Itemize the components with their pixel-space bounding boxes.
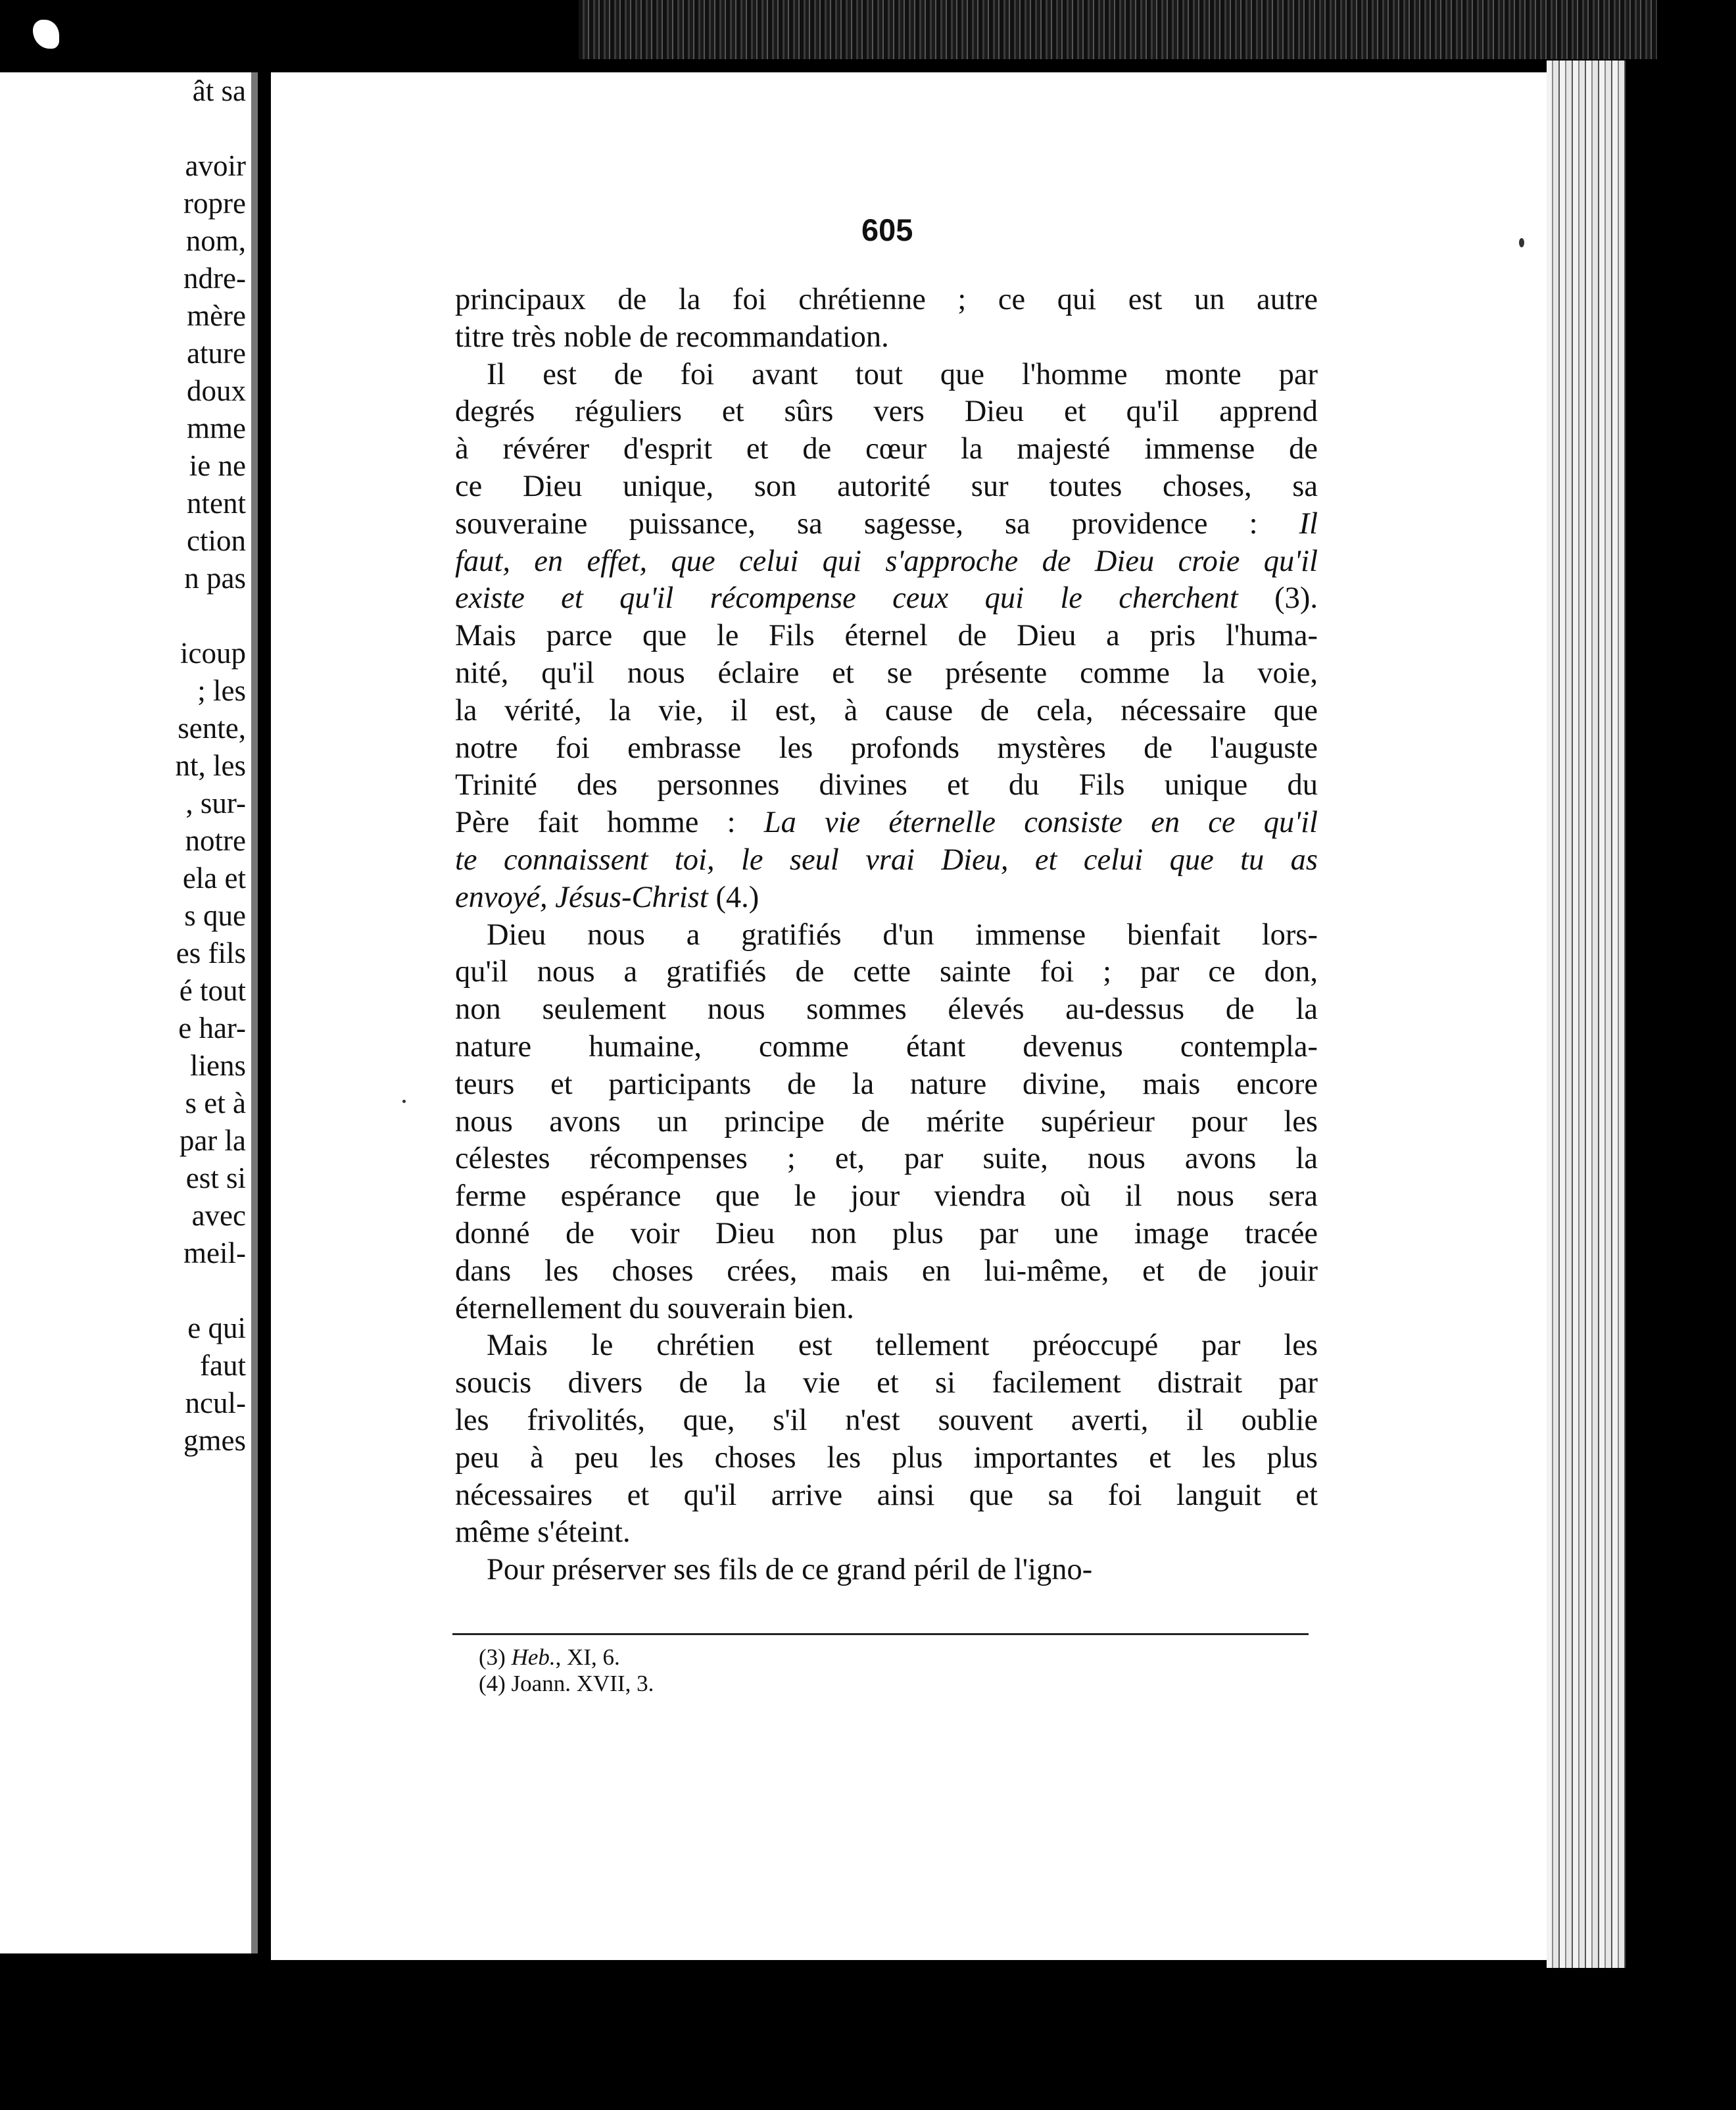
left-page-line: [176, 110, 247, 147]
left-page-line: mère: [187, 299, 246, 332]
left-page-line: s et à: [185, 1087, 246, 1119]
text-run: (4) Joann. XVII, 3.: [479, 1671, 654, 1696]
text-line: [455, 1552, 1318, 1589]
text-run: Il est de foi avant tout que l'homme monte par: [487, 357, 1318, 391]
text-line: [455, 842, 1318, 879]
text-run: Mais parce que le Fils éternel de Dieu a pris l'huma-: [455, 619, 1318, 653]
italic-text: La vie éternelle consiste en ce qu'il: [763, 806, 1318, 840]
left-page-line: , sur-: [185, 787, 246, 820]
left-page-line: e har-: [178, 1012, 246, 1044]
text-line: [455, 580, 1318, 618]
left-page-line: sente,: [178, 712, 246, 745]
text-run: à révérer d'esprit et de cœur la majesté immense de: [455, 432, 1318, 466]
italic-text: envoyé, Jésus-Christ: [455, 880, 708, 914]
text-run: Père fait homme :: [455, 806, 764, 840]
left-page-line: es fils: [176, 937, 246, 969]
paper-scrap: [33, 20, 59, 49]
text-run: non seulement nous sommes élevés au-dessus de la: [455, 993, 1318, 1027]
text-run: ferme espérance que le jour viendra où il nous sera: [455, 1179, 1318, 1214]
text-run: (4.): [708, 880, 760, 914]
left-page-line: par la: [179, 1124, 246, 1157]
text-line: [455, 431, 1318, 468]
text-line: [455, 730, 1318, 768]
left-page-line: ie ne: [189, 449, 246, 482]
text-line: [455, 1440, 1318, 1477]
left-page-line: est si: [185, 1162, 246, 1194]
text-line: [455, 393, 1318, 431]
text-line: [455, 693, 1318, 730]
page-body-text: [455, 282, 1318, 1589]
text-run: titre très noble de recommandation.: [455, 320, 889, 354]
text-run: teurs et participants de la nature divine, mais encore: [455, 1067, 1318, 1101]
left-page-line: e qui: [187, 1312, 246, 1344]
speck: [1519, 238, 1524, 247]
text-line: [455, 618, 1318, 655]
text-line: [455, 1104, 1318, 1141]
text-line: [455, 543, 1318, 581]
text-line: [455, 1029, 1318, 1066]
text-line: [455, 1141, 1318, 1178]
text-run: notre foi embrasse les profonds mystères de l'auguste: [455, 731, 1318, 765]
left-page-text: [176, 72, 247, 1460]
text-run: donné de voir Dieu non plus par une image tracée: [455, 1216, 1318, 1250]
left-page-line: icoup: [180, 637, 246, 670]
text-run: nité, qu'il nous éclaire et se présente comme la voie,: [455, 656, 1318, 690]
left-page-line: nom,: [185, 224, 246, 257]
left-page-line: liens: [190, 1049, 246, 1082]
left-page-line: mme: [187, 412, 246, 445]
text-line: [455, 917, 1318, 954]
text-run: Dieu nous a gratifiés d'un immense bienfait lors-: [487, 918, 1318, 952]
left-page-line: notre: [185, 824, 246, 857]
text-line: [455, 468, 1318, 506]
text-run: Pour préserver ses fils de ce grand péril de l'igno-: [487, 1553, 1093, 1587]
text-run: dans les choses crées, mais en lui-même, et de jouir: [455, 1254, 1318, 1288]
left-page-line: faut: [200, 1349, 246, 1382]
left-page-line: avec: [191, 1199, 246, 1232]
left-page-line: ela et: [182, 862, 246, 895]
text-line: [455, 1253, 1318, 1290]
text-line: [455, 319, 1318, 356]
text-run: Trinité des personnes divines et du Fils unique du: [455, 768, 1318, 802]
text-run: qu'il nous a gratifiés de cette sainte foi ; par ce don,: [455, 955, 1318, 989]
left-page-line: ction: [187, 524, 246, 557]
text-line: [455, 767, 1318, 804]
left-page-line: meil-: [183, 1237, 246, 1269]
left-page-line: avoir: [185, 149, 246, 182]
text-run: nécessaires et qu'il arrive ainsi que sa foi languit et: [455, 1478, 1318, 1512]
footnote: [479, 1671, 654, 1697]
text-line: [455, 506, 1318, 543]
left-page-line: ; les: [197, 674, 246, 707]
text-line: [455, 1178, 1318, 1215]
italic-text: Heb.: [511, 1644, 556, 1670]
italic-text: faut, en effet, que celui qui s'approche de Dieu croie qu'il: [455, 544, 1318, 578]
left-page-line: n pas: [184, 562, 246, 595]
text-run: peu à peu les choses les plus importantes et les plus: [455, 1440, 1318, 1475]
text-run: (3): [479, 1644, 512, 1670]
left-page-line: [176, 597, 247, 635]
text-line: [455, 1066, 1318, 1104]
text-run: soucis divers de la vie et si facilement distrait par: [455, 1366, 1318, 1400]
left-page-line: ropre: [183, 187, 246, 220]
left-page-line: ât sa: [192, 74, 246, 107]
text-run: les frivolités, que, s'il n'est souvent averti, il oublie: [455, 1403, 1318, 1437]
left-page-line: é tout: [179, 974, 246, 1007]
text-run: célestes récompenses ; et, par suite, nous avons la: [455, 1142, 1318, 1176]
text-run: souveraine puissance, sa sagesse, sa providence :: [455, 506, 1299, 541]
text-line: [455, 282, 1318, 319]
text-run: Mais le chrétien est tellement préoccupé par les: [487, 1329, 1318, 1363]
text-run: même s'éteint.: [455, 1515, 631, 1550]
left-page-line: ature: [187, 337, 246, 370]
footnotes: [479, 1644, 654, 1697]
italic-text: te connaissent toi, le seul vrai Dieu, et celui que tu as: [455, 843, 1318, 877]
footnote-rule: [452, 1633, 1309, 1635]
left-page-fragment: [0, 72, 258, 1953]
text-run: ce Dieu unique, son autorité sur toutes choses, sa: [455, 469, 1318, 503]
left-page-line: ncul-: [185, 1386, 246, 1419]
text-line: [455, 1514, 1318, 1552]
speck: [402, 1100, 406, 1103]
left-page-line: ntent: [187, 487, 246, 520]
text-run: principaux de la foi chrétienne ; ce qui est un autre: [455, 283, 1318, 316]
text-run: éternellement du souverain bien.: [455, 1291, 854, 1325]
footnote: [479, 1644, 654, 1671]
text-line: [455, 1290, 1318, 1328]
left-page-line: gmes: [183, 1424, 246, 1457]
text-line: [455, 1327, 1318, 1365]
page-number: 605: [861, 212, 913, 247]
italic-text: existe et qu'il récompense ceux qui le cherchent: [455, 581, 1238, 616]
text-run: la vérité, la vie, il est, à cause de cela, nécessaire que: [455, 693, 1318, 727]
text-run: (3).: [1238, 581, 1318, 616]
left-page-line: ndre-: [183, 262, 246, 295]
text-line: [455, 1365, 1318, 1402]
text-line: [455, 991, 1318, 1029]
text-line: [455, 954, 1318, 991]
text-line: [455, 655, 1318, 693]
text-line: [455, 356, 1318, 394]
text-line: [455, 804, 1318, 842]
text-run: degrés réguliers et sûrs vers Dieu et qu'il apprend: [455, 395, 1318, 429]
left-page-line: doux: [187, 374, 246, 407]
text-line: [455, 1477, 1318, 1515]
left-page-line: s que: [184, 899, 246, 932]
text-run: nous avons un principe de mérite supérieur pour les: [455, 1104, 1318, 1139]
text-run: nature humaine, comme étant devenus contempla-: [455, 1029, 1318, 1064]
page-edges: [1547, 61, 1626, 1968]
binding-strip: [579, 0, 1657, 59]
text-line: [455, 1215, 1318, 1253]
text-line: [455, 1402, 1318, 1440]
text-line: [455, 879, 1318, 917]
left-page-line: [176, 1272, 247, 1310]
left-page-line: nt, les: [175, 749, 246, 782]
italic-text: Il: [1299, 506, 1318, 541]
text-run: , XI, 6.: [555, 1644, 620, 1670]
